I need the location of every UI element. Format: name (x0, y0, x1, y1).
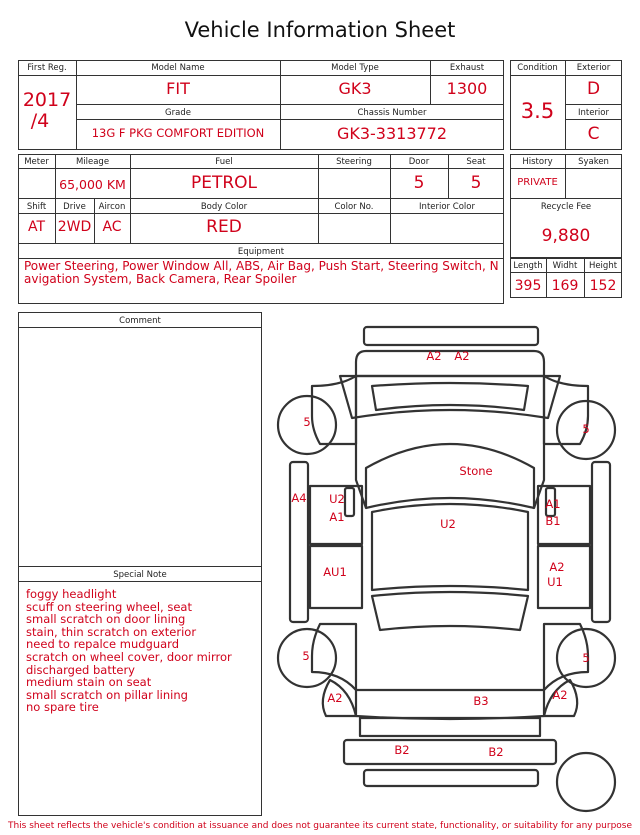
interior-label: Interior (577, 108, 609, 118)
chassis-number-value: GK3-3313772 (336, 124, 448, 143)
height-value: 152 (589, 278, 617, 294)
model-name-value: FIT (166, 79, 190, 98)
width-label: Widht (552, 261, 578, 271)
interior-color-label: Interior Color (419, 202, 475, 212)
special-note-item: foggy headlight (26, 587, 117, 601)
length-label: Length (513, 261, 543, 271)
damage-mark-right-rear-door-1: A2 (549, 560, 565, 574)
door-label: Door (408, 157, 430, 167)
car-damage-diagram (270, 318, 630, 818)
special-note-label: Special Note (113, 570, 167, 580)
exhaust-label: Exhaust (449, 63, 485, 73)
equipment-label: Equipment (237, 247, 285, 257)
special-note-item: stain, thin scratch on exterior (26, 624, 197, 639)
damage-mark-left-rear-door: AU1 (323, 565, 347, 579)
damage-mark-roof: U2 (440, 517, 456, 531)
chassis-number-label: Chassis Number (357, 108, 427, 118)
interior-grade: C (587, 124, 600, 144)
history-label: History (522, 157, 553, 167)
syaken-label: Syaken (578, 157, 609, 167)
mileage-value: 65,000 KM (59, 177, 126, 192)
seat-label: Seat (466, 157, 486, 167)
spare-tire-icon (557, 753, 615, 811)
fuel-label: Fuel (215, 157, 233, 167)
exhaust-value: 1300 (446, 79, 488, 98)
fuel-value: PETROL (190, 173, 258, 193)
damage-mark-right-front-door-2: B1 (545, 514, 561, 528)
damage-mark-left-front-door-2: A1 (329, 510, 345, 524)
shift-label: Shift (26, 202, 47, 212)
special-note-item: scuff on steering wheel, seat (26, 599, 192, 614)
special-note-list (26, 588, 232, 714)
equipment-value: Power Steering, Power Window All, ABS, Air Bag, Push Start, Steering Switch, Navigation System, Back Camera, Rear Spoiler (24, 259, 499, 286)
damage-mark-right-rear-door-2: U1 (547, 575, 563, 589)
model-type-value: GK3 (338, 79, 372, 98)
special-note-item: need to repalce mudguard (26, 637, 179, 652)
body-color-value: RED (206, 217, 242, 237)
aircon-value: AC (102, 219, 122, 235)
model-type-label: Model Type (331, 63, 379, 73)
model-name-label: Model Name (151, 63, 205, 73)
width-value: 169 (551, 278, 579, 294)
first-reg-year: 2017 (22, 89, 72, 111)
comment-box (18, 312, 262, 816)
damage-mark-windshield: Stone (459, 464, 493, 478)
damage-mark-back-door: B3 (473, 694, 489, 708)
recycle-fee-value: 9,880 (541, 226, 591, 246)
damage-mark-left-quarter: A2 (327, 691, 343, 705)
condition-grade: 3.5 (520, 99, 555, 123)
grade-label: Grade (165, 108, 191, 118)
damage-mark-rear-bumper-1: B2 (394, 743, 410, 757)
damage-mark-right-front-door-1: A1 (545, 497, 561, 511)
steering-label: Steering (336, 157, 372, 167)
first-reg-label: First Reg. (27, 63, 67, 73)
special-note-item: no spare tire (26, 700, 99, 715)
mileage-label: Mileage (75, 157, 110, 167)
damage-mark-wheel-rear-left: 5 (302, 649, 310, 663)
disclaimer-footer: This sheet reflects the vehicle's condition at issuance and does not guarantee its current state, functionality, or suitability for any purpose (7, 821, 633, 831)
recycle-fee-label: Recycle Fee (540, 202, 592, 212)
shift-value: AT (27, 219, 46, 235)
history-value: PRIVATE (517, 177, 558, 188)
aircon-label: Aircon (98, 202, 126, 212)
exterior-label: Exterior (576, 63, 611, 73)
special-note-item: small scratch on pillar lining (26, 687, 188, 702)
damage-mark-left-fender: A4 (291, 491, 307, 505)
seat-value: 5 (470, 173, 482, 193)
exterior-grade: D (586, 79, 601, 99)
damage-mark-left-front-door-1: U2 (329, 492, 345, 506)
damage-mark-wheel-rear-right: 5 (582, 651, 590, 665)
damage-mark-wheel-front-right: 5 (582, 422, 590, 436)
special-note-item: small scratch on door lining (26, 612, 186, 627)
grade-value: 13G F PKG COMFORT EDITION (91, 126, 265, 140)
damage-mark-right-quarter: A2 (552, 688, 568, 702)
height-label: Height (588, 261, 618, 271)
condition-label: Condition (517, 63, 558, 73)
special-note-item: medium stain on seat (26, 675, 152, 690)
first-reg-month: /4 (30, 110, 50, 132)
damage-mark-front-bumper-2: A2 (454, 349, 470, 363)
comment-label: Comment (119, 316, 161, 326)
drive-label: Drive (63, 202, 86, 212)
body-color-label: Body Color (200, 202, 248, 212)
meter-label: Meter (24, 157, 49, 167)
damage-mark-wheel-front-left: 5 (303, 415, 311, 429)
damage-mark-front-bumper-1: A2 (426, 349, 442, 363)
length-value: 395 (514, 278, 542, 294)
special-note-item: scratch on wheel cover, door mirror (26, 649, 232, 664)
drive-value: 2WD (57, 219, 92, 235)
special-note-item: discharged battery (26, 662, 135, 677)
page-title: Vehicle Information Sheet (184, 18, 456, 42)
damage-mark-rear-bumper-2: B2 (488, 745, 504, 759)
color-no-label: Color No. (334, 202, 374, 212)
door-value: 5 (413, 173, 425, 193)
